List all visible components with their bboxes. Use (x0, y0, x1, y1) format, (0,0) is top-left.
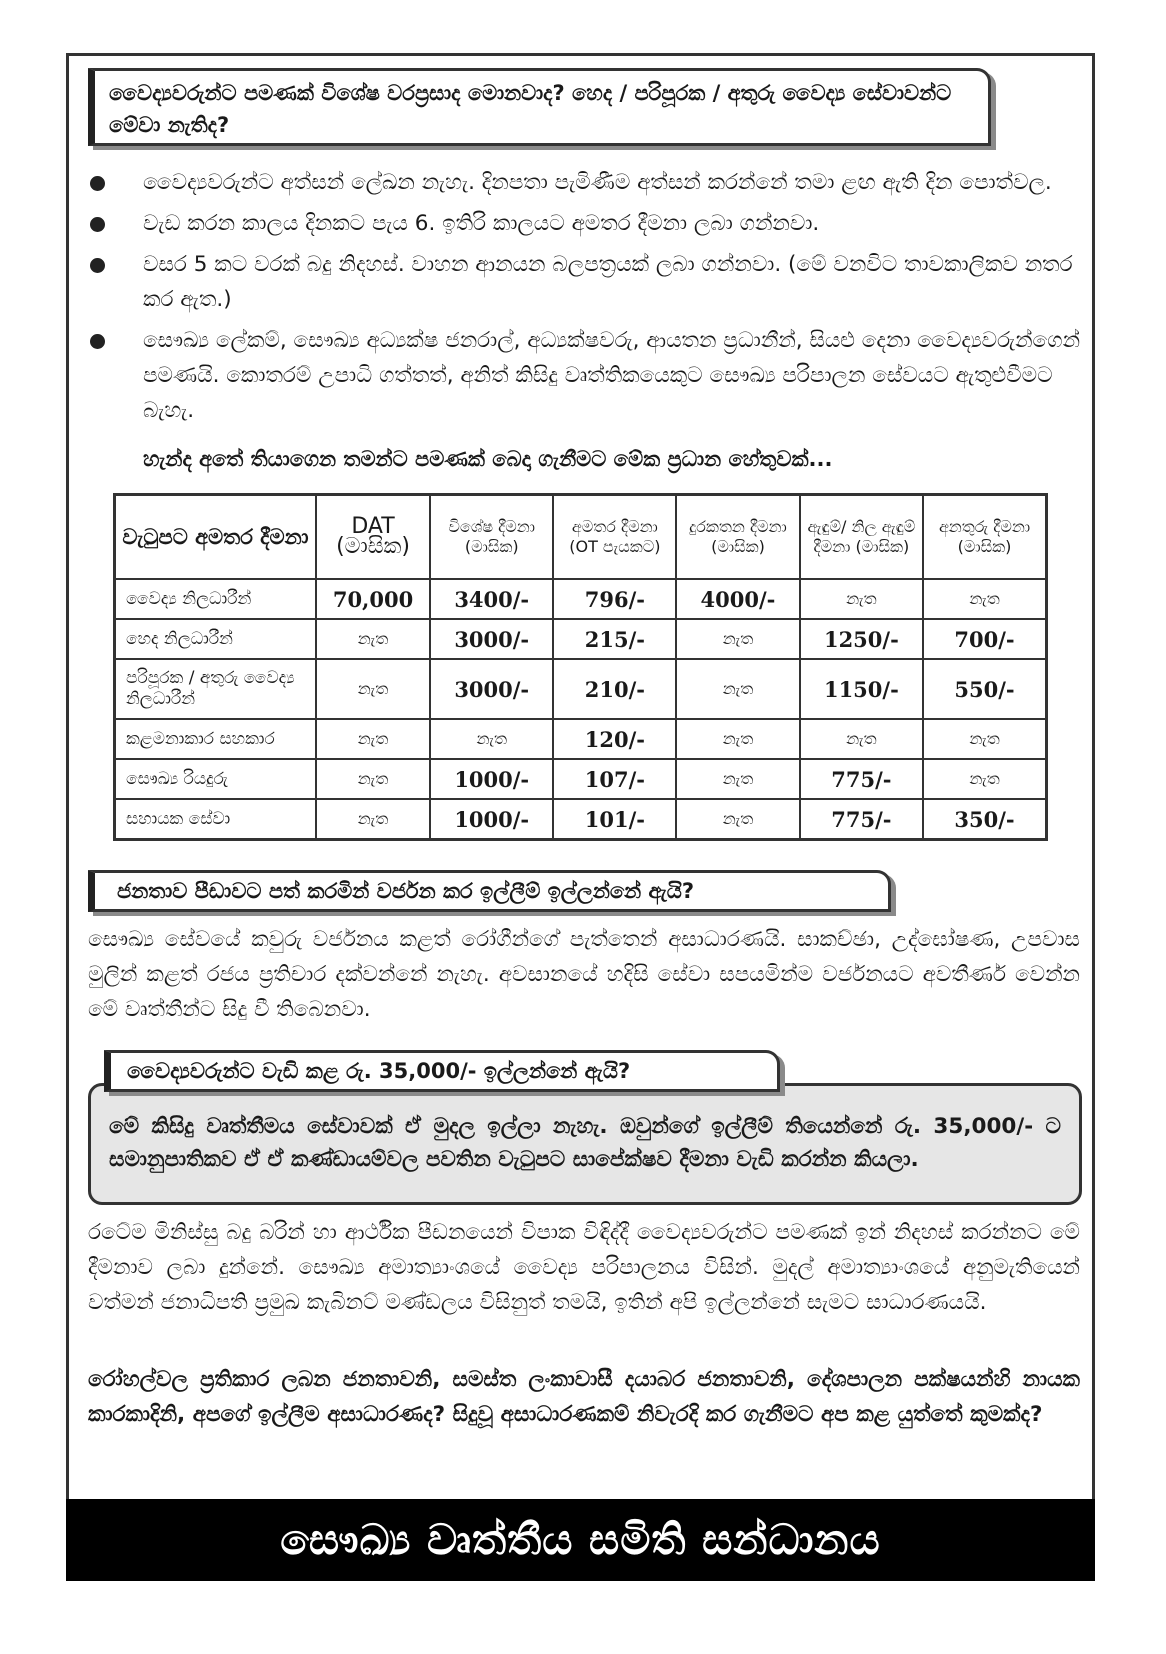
table-cell: 3000/- (430, 659, 553, 719)
strike-heading: ජනතාව පීඩාවට පත් කරමින් වර්ජන කර ඉල්ලීම් ඉල්ලන්නේ ඇයි? (117, 879, 695, 903)
table-cell: නැත (676, 719, 799, 759)
bullet-icon (90, 334, 105, 349)
list-item (88, 165, 1083, 200)
emphasis-line: හැන්ද අතේ තියාගෙන තමන්ට පමණක් බෙදා ගැනීමට මේක ප්‍රධාන හේතුවක්... (143, 447, 833, 471)
list-item-text: සෞඛ්‍ය ලේකම්, සෞඛ්‍ය අධ්‍යක්ෂ ජනරාල්, අධ්‍යක්ෂවරු, ආයතන ප්‍රධානීන්, සියළු දෙනා වෛද්‍යවරුන්ගෙන් පමණයි. කොතරම් උපාධි ගත්තත්, අනිත් කිසිදු වෘත්තිකයෙකුට සෞඛ්‍ය පරිපාලන සේවයට ඇතුළුවීමට බැහැ. (143, 328, 1081, 423)
bullet-icon (90, 258, 105, 273)
table-row (115, 619, 1047, 659)
table-cell: නැත (316, 659, 430, 719)
table-row (115, 579, 1047, 619)
column-header: DAT (මාසික) (316, 495, 430, 580)
column-header: වැටුපට අමතර දීමනා (115, 495, 317, 580)
table-cell: 1150/- (800, 659, 923, 719)
table-cell: නැත (676, 659, 799, 719)
callout-heading: වෛද්‍යවරුන්ට වැඩි කළ රු. 35,000/- ඉල්ලන්නේ ඇයි? (127, 1059, 631, 1083)
context-paragraph: රටේම මිනිස්සු බදු බරින් හා ආර්ථික පීඩනයෙන් විපාක විඳිද්දී වෛද්‍යවරුන්ට පමණක් ඉන් නිදහස් කරන්නට මේ දීමනාව ලබා දුන්නේ. සෞඛ්‍ය අමාත්‍යාංශයේ වෛද්‍ය පරිපාලනය විසින්. මුදල් අමාත්‍යාංශයේ අනුමැතියෙන් වත්මන් ජනාධිපති ප්‍රමුඛ කැබිනට් මණ්ඩලය විසිනුත් තමයි, ඉතින් අපි ඉල්ලන්නේ සැමට සාධාරණයයි. (88, 1220, 1080, 1315)
table-header-row (115, 495, 1047, 580)
table-cell: නැත (316, 619, 430, 659)
table-cell: හෙද නිලධාරීන් (115, 619, 317, 659)
table-cell: 4000/- (676, 579, 799, 619)
strike-paragraph: සෞඛ්‍ය සේවයේ කවුරු වර්ජනය කළත් රෝගීන්ගේ පැත්තෙන් අසාධාරණයි. සාකච්ඡා, උද්ඝෝෂණ, උපවාස මුලින් කළත් රජය ප්‍රතිචාර දක්වන්නේ නැහැ. අවසානයේ හදිසි සේවා සපයමින්ම වර්ජනයට අවතීර්ණ වෙන්න මේ වෘත්තීන්ට සිදු වී තිබෙනවා. (88, 927, 1080, 1022)
table-cell: නැත (316, 799, 430, 840)
column-header: අනතුරු දීමනා (මාසික) (923, 495, 1046, 580)
list-item-text: වසර 5 කට වරක් බදු නිදහස්. වාහන ආනයන බලපත්‍රයක් ලබා ගන්නවා. (මේ වනවිට තාවකාලිකව නතර කර ඇත.) (143, 252, 1073, 312)
table-cell: 796/- (553, 579, 676, 619)
table-row (115, 799, 1047, 840)
table-cell: 215/- (553, 619, 676, 659)
table-cell: නැත (923, 579, 1046, 619)
table-cell: පරිපූරක / අතුරු වෛද්‍ය නිලධාරීන් (115, 659, 317, 719)
table-cell: 101/- (553, 799, 676, 840)
list-item-text: වැඩ කරන කාලය දිනකට පැය 6. ඉතිරි කාලයට අමතර දීමනා ලබා ගන්නවා. (143, 211, 820, 236)
table-cell: 120/- (553, 719, 676, 759)
strike-heading-box (88, 870, 891, 912)
callout-body: මේ කිසිදු වෘත්තීමය සේවාවක් ඒ මුදල ඉල්ලා නැහැ. ඔවුන්ගේ ඉල්ලීම් තියෙන්නේ රු. 35,000/- ට සමානුපාතිකව ඒ ඒ කණ්ඩායම්වල පවතින වැටුපට සාපේක්ෂව දීමනා වැඩි කරන්න කියලා. (109, 1114, 1061, 1172)
bullet-icon (90, 176, 105, 191)
table-cell: 1000/- (430, 759, 553, 799)
organization-footer: සෞඛ්‍ය වෘත්තීය සමිති සන්ධානය (66, 1499, 1095, 1581)
table-cell: නැත (923, 759, 1046, 799)
table-cell: 550/- (923, 659, 1046, 719)
table-cell: නැත (800, 719, 923, 759)
demand-callout (88, 1083, 1082, 1205)
list-item (88, 247, 1083, 317)
intro-heading-box (88, 68, 991, 146)
list-item (88, 323, 1083, 428)
table-cell: නැත (923, 719, 1046, 759)
list-item-text: වෛද්‍යවරුන්ට අත්සන් ලේඛන නැහැ. දිනපතා පැමිණීම අත්සන් කරන්නේ තමා ළඟ ඇති දින පොත්වල. (143, 170, 1052, 195)
list-item (88, 206, 1083, 241)
table-cell: 1000/- (430, 799, 553, 840)
table-row (115, 719, 1047, 759)
privileges-list (88, 165, 1083, 434)
allowance-table (113, 493, 1048, 841)
column-header: විශේෂ දීමනා (මාසික) (430, 495, 553, 580)
table-cell: කළමනාකාර සහකාර (115, 719, 317, 759)
appeal-paragraph: රෝහල්වල ප්‍රතිකාර ලබන ජනතාවනි, සමස්ත ලංකාවාසී දයාබර ජනතාවනි, දේශපාලන පක්ෂයන්හි නායක කාරකාදිනි, අපගේ ඉල්ලීම අසාධාරණද? සිදුවූ අසාධාරණකම් නිවැරදි කර ගැනීමට අප කළ යුත්තේ කුමක්ද? (88, 1367, 1080, 1427)
table-cell: නැත (676, 759, 799, 799)
table-cell: 700/- (923, 619, 1046, 659)
table-cell: සහායක සේවා (115, 799, 317, 840)
intro-heading: වෛද්‍යවරුන්ට පමණක් විශේෂ වරප්‍රසාද මොනවාද? හෙද / පරිපූරක / අතුරු වෛද්‍ය සේවාවන්ට මේවා නැතිද? (109, 81, 952, 137)
table-cell: 3000/- (430, 619, 553, 659)
table-cell: වෛද්‍ය නිලධාරීන් (115, 579, 317, 619)
table-cell: 210/- (553, 659, 676, 719)
bullet-icon (90, 217, 105, 232)
table-cell: නැත (316, 719, 430, 759)
column-header: දුරකතන දීමනා (මාසික) (676, 495, 799, 580)
table-cell: 3400/- (430, 579, 553, 619)
column-header: ඇඳුම්/ නිල ඇඳුම් දීමනා (මාසික) (800, 495, 923, 580)
table-cell: 1250/- (800, 619, 923, 659)
column-header: අමතර දීමනා (OT පැයකට) (553, 495, 676, 580)
table-cell: නැත (430, 719, 553, 759)
table-cell: සෞඛ්‍ය රියදුරු (115, 759, 317, 799)
table-cell: නැත (316, 759, 430, 799)
table-cell: 107/- (553, 759, 676, 799)
table-row (115, 659, 1047, 719)
callout-heading-box (104, 1050, 780, 1092)
table-row (115, 759, 1047, 799)
table-cell: නැත (800, 579, 923, 619)
table-cell: 775/- (800, 799, 923, 840)
table-cell: 70,000 (316, 579, 430, 619)
table-cell: නැත (676, 799, 799, 840)
table-cell: 350/- (923, 799, 1046, 840)
table-cell: 775/- (800, 759, 923, 799)
table-cell: නැත (676, 619, 799, 659)
